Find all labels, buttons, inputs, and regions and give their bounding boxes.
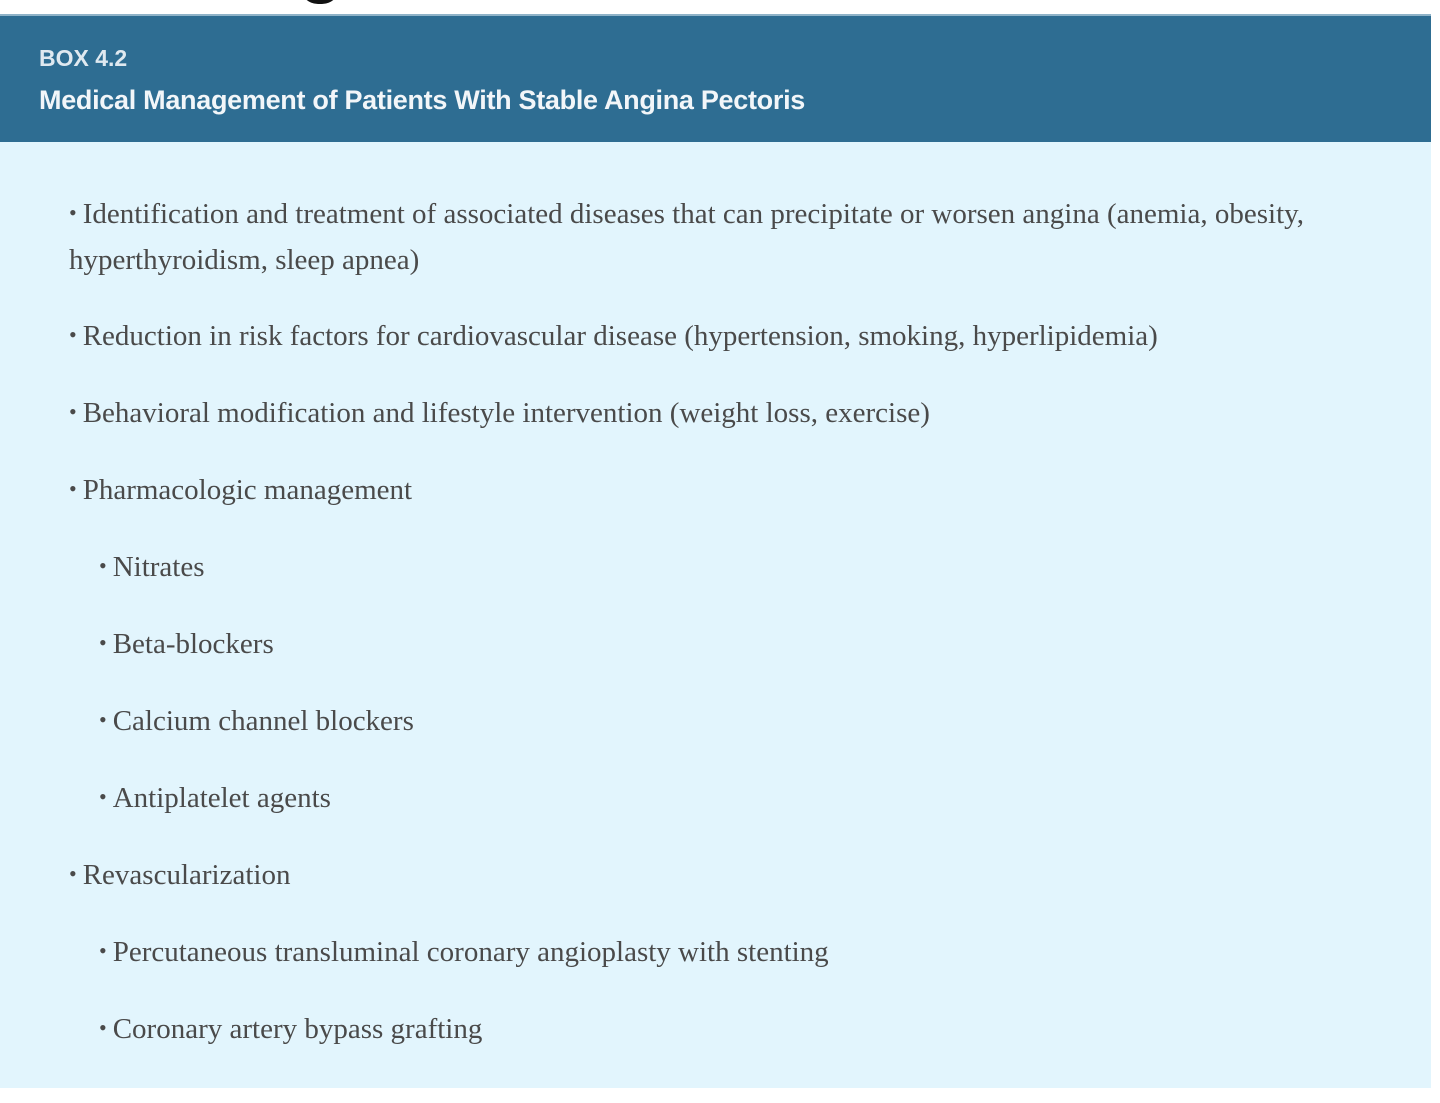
sub-list-item (99, 1007, 1401, 1053)
box-title: Medical Management of Patients With Stable Angina Pectoris (39, 85, 805, 115)
list-item (69, 192, 1401, 283)
sub-list-item (99, 622, 1401, 668)
bullet-icon: • (99, 1015, 107, 1040)
list-item (69, 853, 1401, 899)
list-item-text: Behavioral modification and lifestyle intervention (weight loss, exercise) (82, 397, 930, 429)
list-item-text: Coronary artery bypass grafting (112, 1013, 483, 1045)
sub-list-item (99, 776, 1401, 822)
list-item-text: Pharmacologic management (82, 474, 413, 506)
list-item-text: Beta-blockers (112, 628, 274, 660)
cropped-heading-fragment (300, 0, 340, 4)
bullet-icon: • (69, 399, 77, 424)
list-item (69, 391, 1401, 437)
box-header (0, 14, 1431, 142)
bullet-icon: • (99, 630, 107, 655)
bullet-icon: • (99, 707, 107, 732)
list-item-text: Antiplatelet agents (112, 782, 331, 814)
bullet-icon: • (69, 322, 77, 347)
list-item-text: Identification and treatment of associated diseases that can precipitate or worsen angina (anemia, obesity, hyperthyroidism, sleep apnea) (69, 198, 1304, 276)
bullet-icon: • (99, 938, 107, 963)
sub-list-item (99, 545, 1401, 591)
list-item (69, 314, 1401, 360)
list-item-text: Percutaneous transluminal coronary angioplasty with stenting (112, 936, 829, 968)
info-box (0, 14, 1431, 1088)
sub-list-item (99, 930, 1401, 976)
bullet-icon: • (69, 861, 77, 886)
list-item-text: Revascularization (82, 859, 291, 891)
list-item-text: Nitrates (112, 551, 205, 583)
box-label: BOX 4.2 (39, 45, 128, 71)
bullet-icon: • (69, 476, 77, 501)
bullet-icon: • (99, 784, 107, 809)
list-item (69, 468, 1401, 514)
sub-list-item (99, 699, 1401, 745)
list-item-text: Reduction in risk factors for cardiovascular disease (hypertension, smoking, hyperlipidemia) (82, 320, 1158, 352)
box-body (0, 142, 1431, 1053)
bullet-icon: • (69, 200, 77, 225)
bullet-icon: • (99, 553, 107, 578)
list-item-text: Calcium channel blockers (112, 705, 414, 737)
